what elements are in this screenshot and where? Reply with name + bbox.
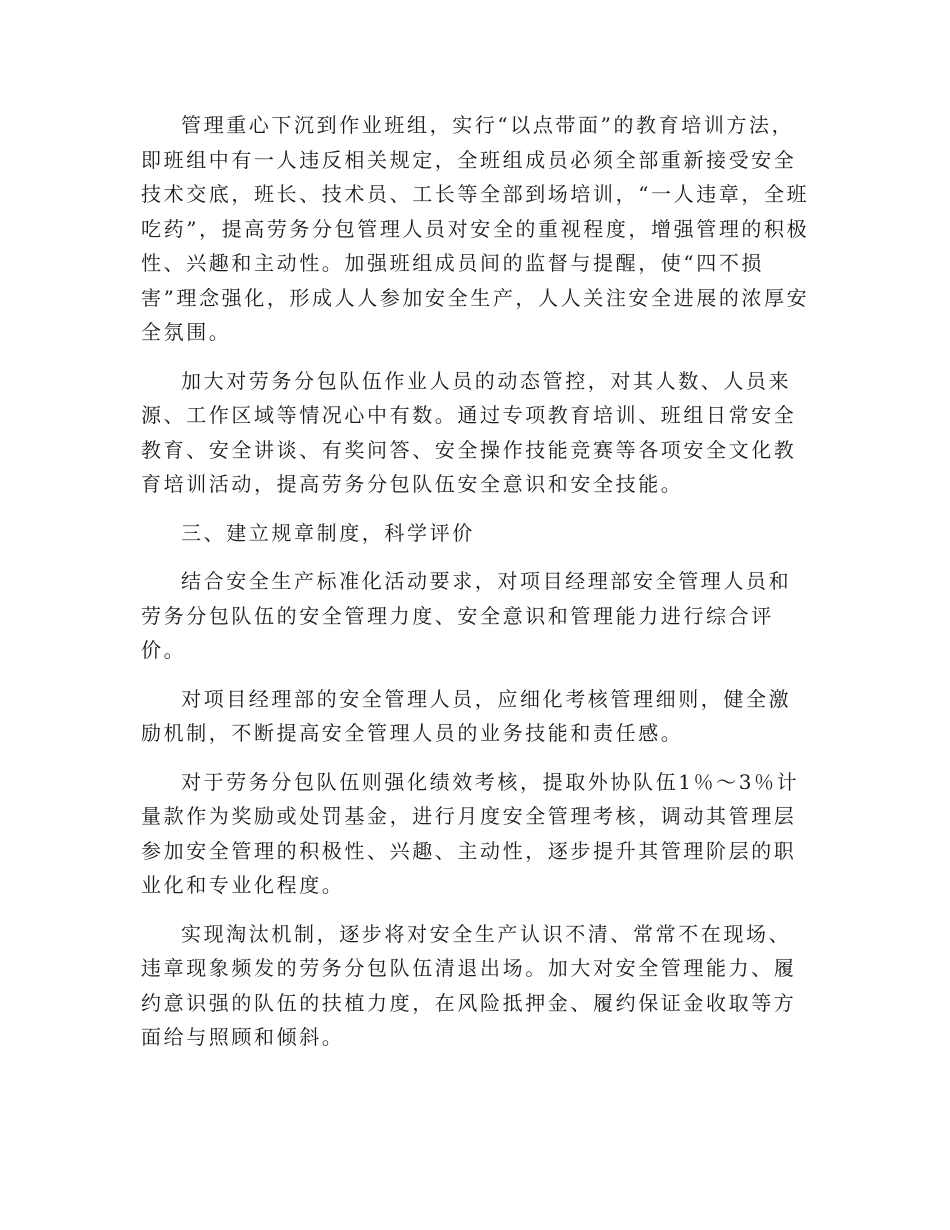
paragraph-class-management: 管理重心下沉到作业班组，实行“以点带面”的教育培训方法，即班组中有一人违反相关规定，全班组成员必须全部重新接受安全技术交底，班长、技术员、工长等全部到场培训，“一人违章，全班吃药”，提高劳务分包管理人员对安全的重视程度，增强管理的积极性、兴趣和主动性。加强班组成员间的监督与提醒，使“四不损害”理念强化，形成人人参加安全生产，人人关注安全进展的浓厚安全氛围。	[141, 113, 810, 344]
paragraph-performance-assessment: 对于劳务分包队伍则强化绩效考核，提取外协队伍1％～3％计量款作为奖励或处罚基金，进行月度安全管理考核，调动其管理层参加安全管理的积极性、兴趣、主动性，逐步提升其管理阶层的职业化和专业化程度。	[141, 769, 800, 897]
paragraph-manager-assessment: 对项目经理部的安全管理人员，应细化考核管理细则，健全激励机制，不断提高安全管理人员的业务技能和责任感。	[141, 686, 792, 745]
paragraph-elimination-mechanism: 实现淘汰机制，逐步将对安全生产认识不清、常常不在现场、违章现象频发的劳务分包队伍清退出场。加大对安全管理能力、履约意识强的队伍的扶植力度，在风险抵押金、履约保证金收取等方面给与照顾和倾斜。	[141, 921, 797, 1049]
document-body	[141, 108, 811, 1069]
paragraph-dynamic-control: 加大对劳务分包队伍作业人员的动态管控，对其人数、人员来源、工作区域等情况心中有数。通过专项教育培训、班组日常安全教育、安全讲谈、有奖问答、安全操作技能竞赛等各项安全文化教育培训活动，提高劳务分包队伍安全意识和安全技能。	[141, 368, 797, 496]
paragraph-evaluation: 结合安全生产标准化活动要求，对项目经理部安全管理人员和劳务分包队伍的安全管理力度、安全意识和管理能力进行综合评价。	[141, 569, 792, 662]
section-heading-regulations: 三、建立规章制度，科学评价	[181, 520, 475, 545]
